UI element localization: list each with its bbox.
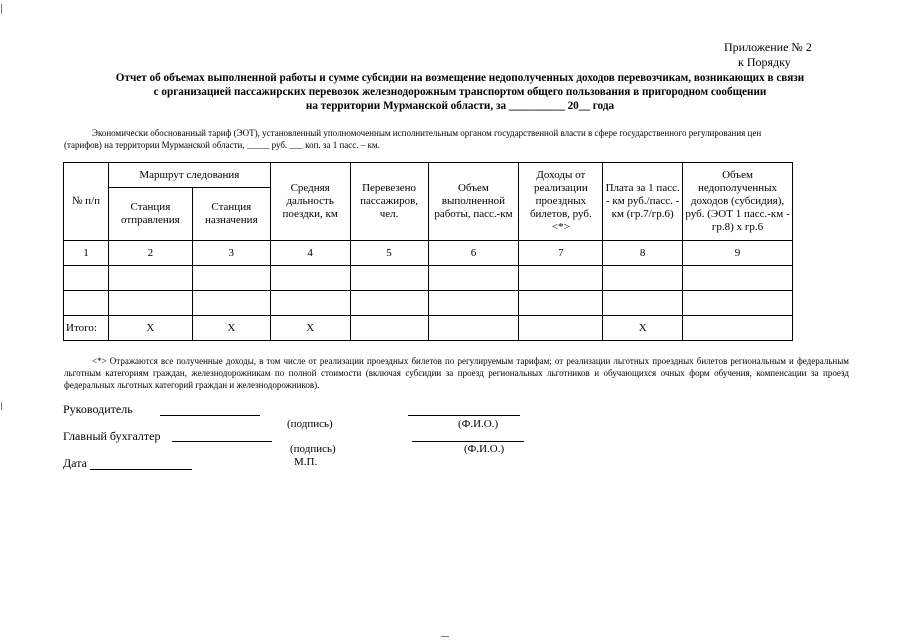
total-cell <box>683 316 793 341</box>
head-signature-line <box>160 415 260 416</box>
empty-table-row <box>64 266 793 291</box>
total-cell: Х <box>270 316 350 341</box>
title-line-2: с организацией пассажирских перевозок железнодорожным транспортом общего пользования в пригородном сообщении <box>153 86 767 98</box>
header-work-volume: Объем выполненной работы, пасс.-км <box>428 163 519 241</box>
chief-accountant-label: Главный бухгалтер <box>63 429 161 443</box>
header-destination-station: Станция назначения <box>192 188 270 241</box>
column-number: 9 <box>683 241 793 266</box>
table-cell <box>519 266 603 291</box>
scan-mark <box>1 4 2 14</box>
table-cell <box>428 291 519 316</box>
table-cell <box>108 266 192 291</box>
header-passengers: Перевезено пассажиров, чел. <box>350 163 428 241</box>
title-line-1: Отчет об объемах выполненной работы и сумме субсидии на возмещение недополученных доходов перевозчикам, возникающих в связи <box>115 72 805 84</box>
signature-caption: (подпись) <box>287 418 333 430</box>
table-cell <box>270 291 350 316</box>
table-cell <box>64 291 109 316</box>
appendix-line-2: к Порядку <box>738 55 791 69</box>
empty-table-row <box>64 291 793 316</box>
column-number: 2 <box>108 241 192 266</box>
table-cell <box>64 266 109 291</box>
scan-mark <box>1 402 2 410</box>
appendix-label <box>724 40 812 70</box>
date-label: Дата <box>63 456 87 470</box>
tariff-paragraph <box>64 127 854 151</box>
report-title <box>60 71 860 113</box>
column-number: 4 <box>270 241 350 266</box>
table-cell <box>192 266 270 291</box>
tariff-line-2: (тарифов) на территории Мурманской области, _____ руб. ___ коп. за 1 пасс. – км. <box>64 140 380 150</box>
title-line-3: на территории Мурманской области, за __________ 20__ года <box>305 100 615 112</box>
total-cell <box>350 316 428 341</box>
header-row-number: № п/п <box>64 163 109 241</box>
table-cell <box>108 291 192 316</box>
total-label: Итого: <box>64 316 109 341</box>
date-line <box>90 469 192 470</box>
tariff-line-1: Экономически обоснованный тариф (ЭОТ), установленный уполномоченным исполнительным органом государственной власти в сфере государственного регулирования цен <box>92 128 762 138</box>
table-cell <box>683 291 793 316</box>
table-cell <box>428 266 519 291</box>
name-caption: (Ф.И.О.) <box>464 443 505 455</box>
signature-caption: (подпись) <box>290 443 336 455</box>
total-cell <box>428 316 519 341</box>
total-cell: Х <box>603 316 683 341</box>
column-number: 1 <box>64 241 109 266</box>
header-route: Маршрут следования <box>108 163 270 188</box>
table-cell <box>603 291 683 316</box>
total-cell: Х <box>192 316 270 341</box>
header-avg-distance: Средняя дальность поездки, км <box>270 163 350 241</box>
column-number-row <box>64 241 793 266</box>
header-fare: Плата за 1 пасс. - км руб./пасс. - км (гр.7/гр.6) <box>603 163 683 241</box>
column-number: 6 <box>428 241 519 266</box>
scan-mark <box>441 636 449 637</box>
footnote: <*> Отражаются все полученные доходы, в том числе от реализации проездных билетов по регулируемым тарифам; от реализации льготных проездных билетов региональным и федеральным льготным категориям граждан, железнодорожникам по полной стоимости (включая субсидии за проезд региональных льготников и обучающихся очных форм обучения, компенсации за проезд федеральных льготных категорий граждан и железнодорожников). <box>64 356 849 390</box>
column-number: 8 <box>603 241 683 266</box>
header-lost-income: Объем недополученных доходов (субсидия), руб. (ЭОТ 1 пасс.-км - гр.8) х гр.6 <box>683 163 793 241</box>
column-number: 7 <box>519 241 603 266</box>
table-cell <box>519 291 603 316</box>
column-number: 3 <box>192 241 270 266</box>
table-cell <box>192 291 270 316</box>
table-cell <box>603 266 683 291</box>
chief-accountant-name-line <box>412 441 524 442</box>
head-label: Руководитель <box>63 402 133 416</box>
table-cell <box>683 266 793 291</box>
head-name-line <box>408 415 520 416</box>
name-caption: (Ф.И.О.) <box>458 418 499 430</box>
total-cell: Х <box>108 316 192 341</box>
total-row <box>64 316 793 341</box>
table-cell <box>350 266 428 291</box>
total-cell <box>519 316 603 341</box>
table-cell <box>270 266 350 291</box>
header-income: Доходы от реализации проездных билетов, руб. <*> <box>519 163 603 241</box>
report-table <box>63 162 793 341</box>
appendix-line-1: Приложение № 2 <box>724 40 812 54</box>
header-departure-station: Станция отправления <box>108 188 192 241</box>
table-cell <box>350 291 428 316</box>
seal-label: М.П. <box>294 456 318 468</box>
chief-accountant-signature-line <box>172 441 272 442</box>
column-number: 5 <box>350 241 428 266</box>
